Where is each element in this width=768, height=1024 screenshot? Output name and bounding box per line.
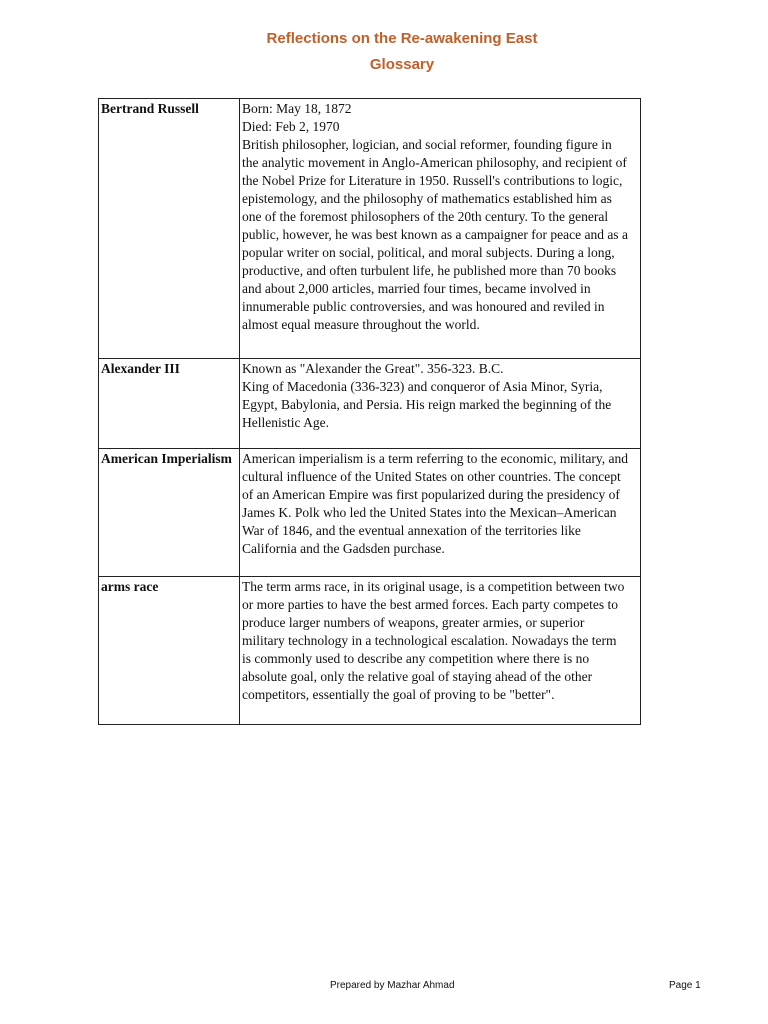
footer-prepared-by: Prepared by Mazhar Ahmad bbox=[330, 980, 455, 991]
definition-line: innumerable public controversies, and was honoured and reviled in bbox=[242, 299, 605, 314]
document-title: Reflections on the Re-awakening East bbox=[266, 30, 538, 47]
definition-line: cultural influence of the United States on other countries. The concept bbox=[242, 469, 621, 484]
definition-line: absolute goal, only the relative goal of staying ahead of the other bbox=[242, 669, 593, 684]
definition-line: Hellenistic Age. bbox=[242, 415, 329, 430]
glossary-table bbox=[98, 98, 641, 725]
glossary-definition bbox=[240, 577, 641, 725]
definition-line: public, however, he was best known as a campaigner for peace and as a bbox=[242, 227, 628, 242]
definition-line: War of 1846, and the eventual annexation of the territories like bbox=[242, 523, 581, 538]
glossary-row bbox=[99, 449, 641, 577]
definition-line: California and the Gadsden purchase. bbox=[242, 541, 445, 556]
glossary-row bbox=[99, 99, 641, 359]
footer-page-number: Page 1 bbox=[669, 980, 701, 991]
definition-line: epistemology, and the philosophy of mathematics established him as bbox=[242, 191, 612, 206]
definition-line: the analytic movement in Anglo-American philosophy, and recipient of bbox=[242, 155, 627, 170]
glossary-definition bbox=[240, 99, 641, 359]
glossary-definition bbox=[240, 359, 641, 449]
definition-line: The term arms race, in its original usage, is a competition between two bbox=[242, 579, 625, 594]
glossary-term: Bertrand Russell bbox=[99, 99, 240, 359]
definition-line: military technology in a technological escalation. Nowadays the term bbox=[242, 633, 617, 648]
definition-line: Known as "Alexander the Great". 356-323. B.C. bbox=[242, 361, 504, 376]
definition-line: popular writer on social, political, and moral subjects. During a long, bbox=[242, 245, 615, 260]
definition-line: British philosopher, logician, and social reformer, founding figure in bbox=[242, 137, 612, 152]
definition-line: one of the foremost philosophers of the 20th century. To the general bbox=[242, 209, 609, 224]
definition-line: and about 2,000 articles, married four times, became involved in bbox=[242, 281, 591, 296]
definition-line: almost equal measure throughout the world. bbox=[242, 317, 480, 332]
definition-line: is commonly used to describe any competition where there is no bbox=[242, 651, 590, 666]
definition-line: of an American Empire was first popularized during the presidency of bbox=[242, 487, 620, 502]
definition-line: American imperialism is a term referring to the economic, military, and bbox=[242, 451, 628, 466]
glossary-term: Alexander III bbox=[99, 359, 240, 449]
definition-line: productive, and often turbulent life, he published more than 70 books bbox=[242, 263, 617, 278]
glossary-row bbox=[99, 577, 641, 725]
definition-line: competitors, essentially the goal of proving to be "better". bbox=[242, 687, 555, 702]
glossary-term: arms race bbox=[99, 577, 240, 725]
definition-line: King of Macedonia (336-323) and conqueror of Asia Minor, Syria, bbox=[242, 379, 603, 394]
glossary-term: American Imperialism bbox=[99, 449, 240, 577]
definition-line: Born: May 18, 1872 bbox=[242, 101, 352, 116]
definition-line: Died: Feb 2, 1970 bbox=[242, 119, 340, 134]
definition-line: James K. Polk who led the United States into the Mexican–American bbox=[242, 505, 617, 520]
definition-line: the Nobel Prize for Literature in 1950. Russell's contributions to logic, bbox=[242, 173, 623, 188]
definition-line: produce larger numbers of weapons, greater armies, or superior bbox=[242, 615, 585, 630]
document-subtitle: Glossary bbox=[369, 56, 435, 73]
definition-line: Egypt, Babylonia, and Persia. His reign marked the beginning of the bbox=[242, 397, 612, 412]
definition-line: or more parties to have the best armed forces. Each party competes to bbox=[242, 597, 618, 612]
glossary-row bbox=[99, 359, 641, 449]
glossary-definition bbox=[240, 449, 641, 577]
